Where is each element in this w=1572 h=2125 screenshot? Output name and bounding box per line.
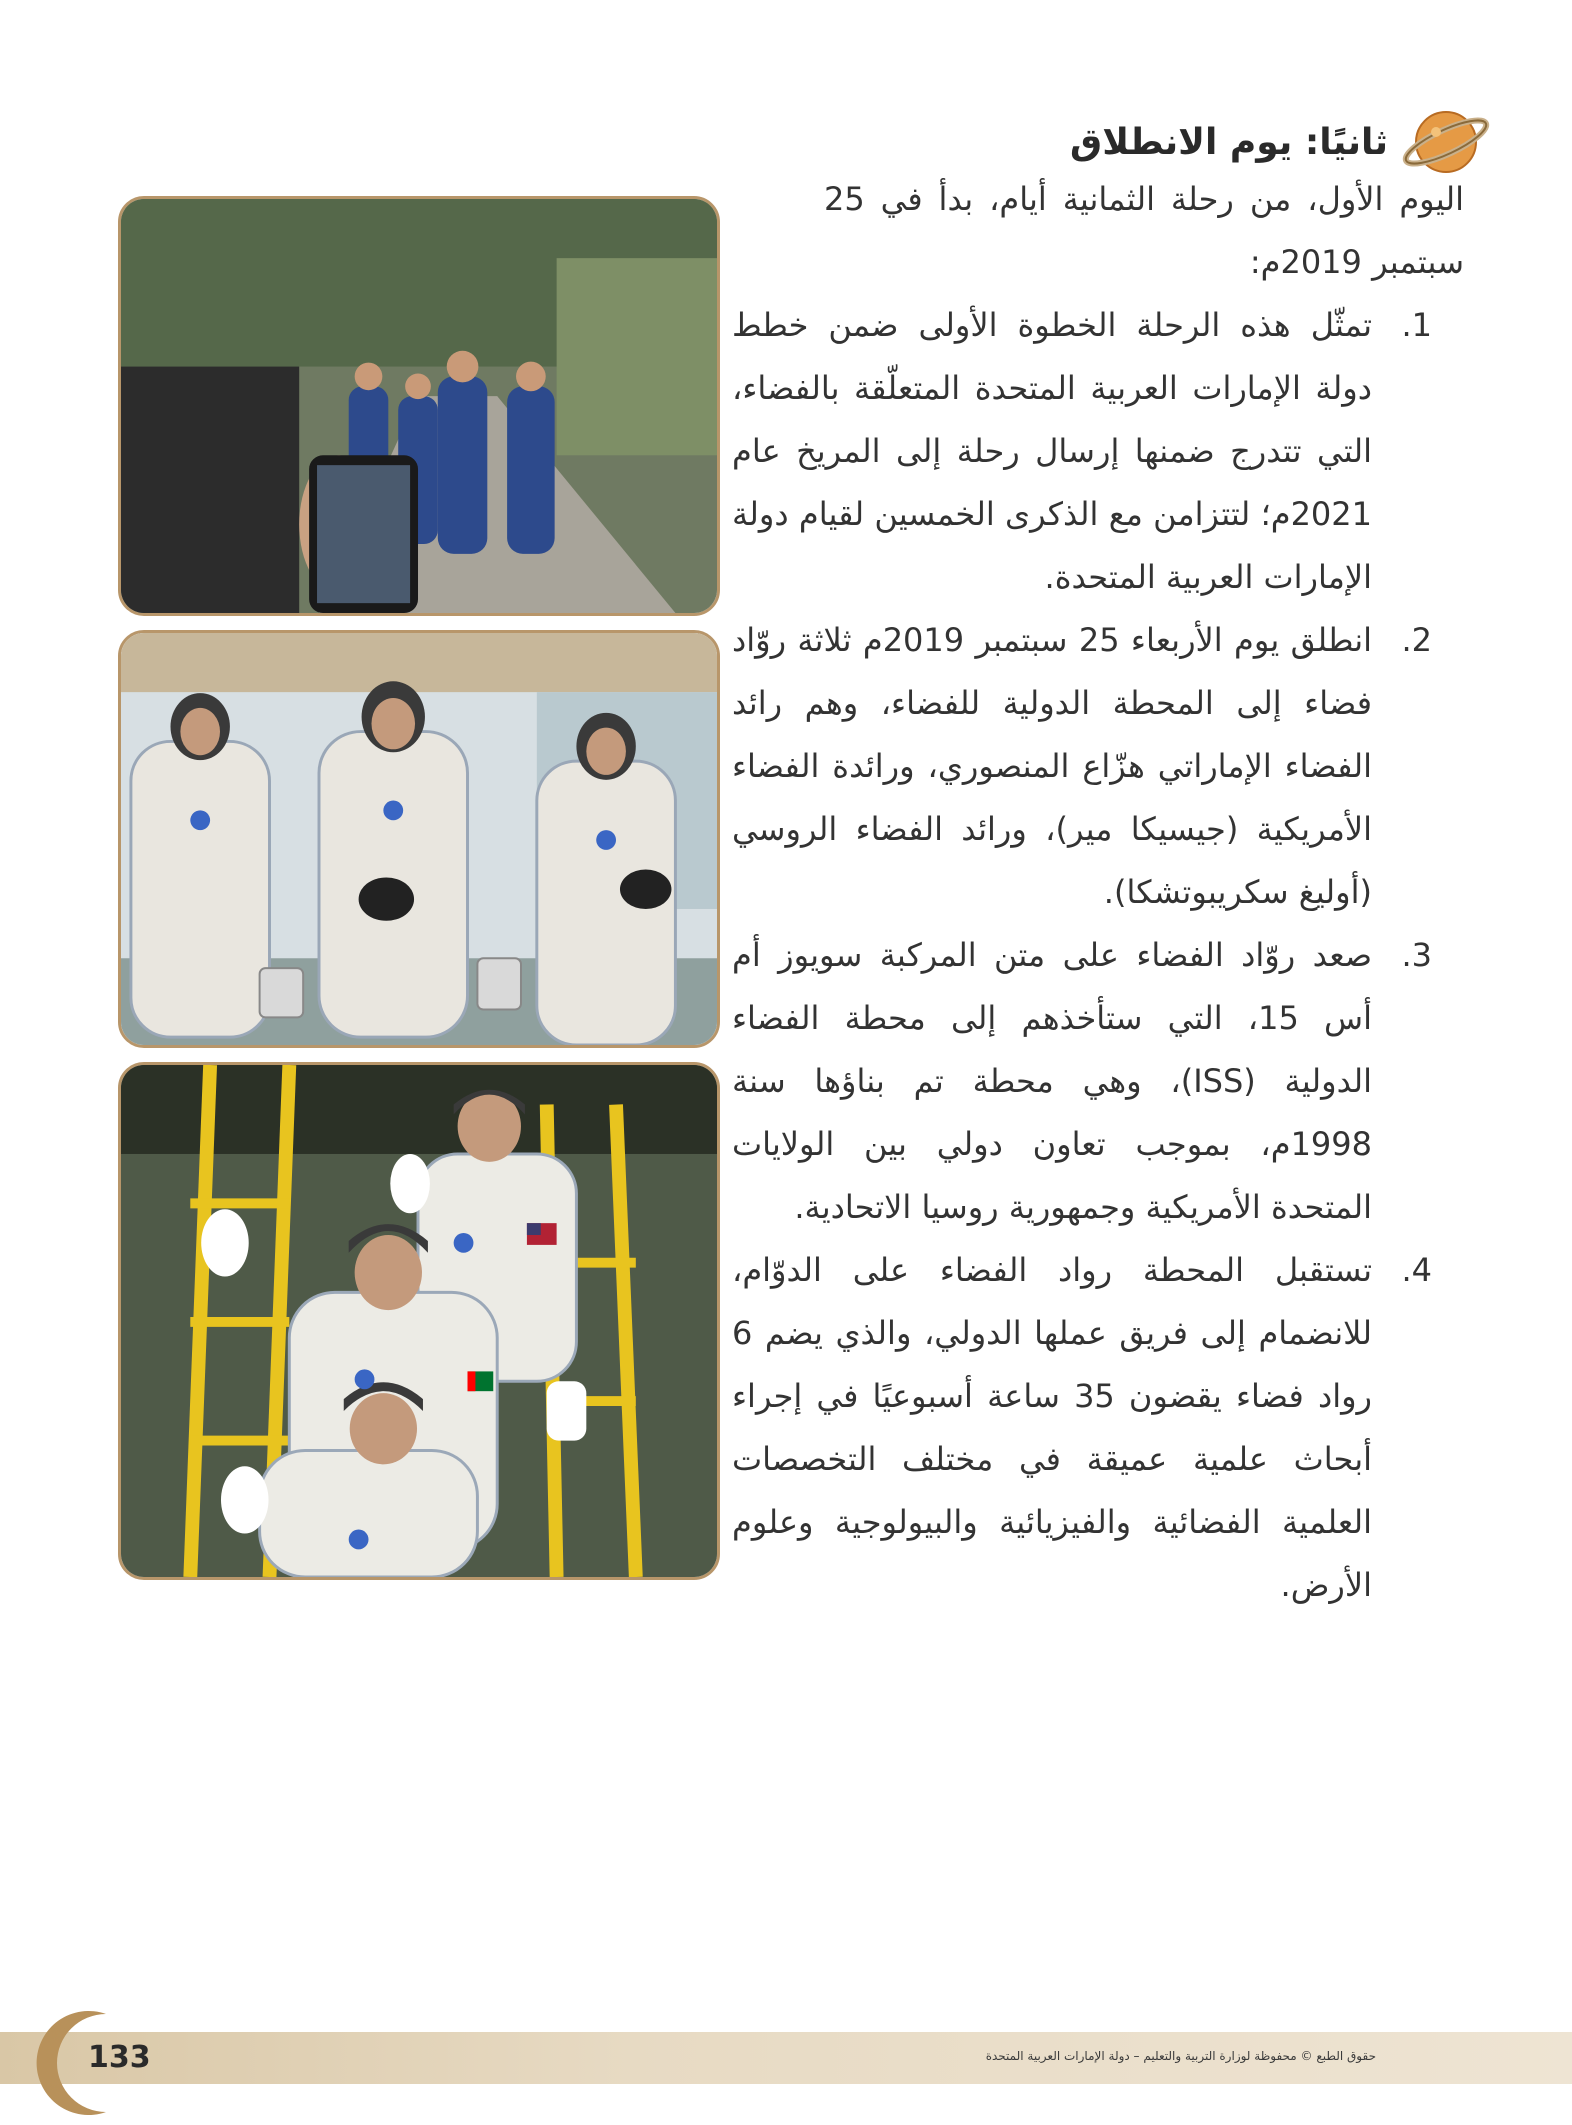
list-item-text: صعد روّاد الفضاء على متن المركبة سويوز أم أس 15، التي ستأخذهم إلى محطة الفضاء الدولية (ISS)، وهي محطة تم بناؤها سنة 1998م، بموجب تعاون دولي بين الولايات المتحدة الأمريكية وجمهورية روسيا الاتحادية.: [732, 936, 1373, 1226]
list-item: [732, 924, 1432, 1239]
list-item: [732, 609, 1432, 924]
photo-astronauts-waving: [118, 1062, 720, 1580]
copyright-notice: حقوق الطبع © محفوظة لوزارة التربية والتعليم – دولة الإمارات العربية المتحدة: [985, 2049, 1376, 2063]
section-title: ثانيًا: يوم الانطلاق: [1070, 121, 1388, 163]
list-item-text: تستقبل المحطة رواد الفضاء على الدوّام، للانضمام إلى فريق عملها الدولي، والذي يضم 6 رواد فضاء يقضون 35 ساعة أسبوعيًا في إجراء أبحاث علمية عميقة في مختلف التخصصات العلمية الفضائية والفيزيائية والبيولوجية وعلوم الأرض.: [732, 1251, 1373, 1604]
list-item-number: 4.: [1401, 1251, 1432, 1289]
list-item-number: 2.: [1401, 621, 1432, 659]
article-body: [732, 168, 1464, 1617]
photo-astronauts-suits: [118, 630, 720, 1048]
list-item-text: انطلق يوم الأربعاء 25 سبتمبر 2019م ثلاثة روّاد فضاء إلى المحطة الدولية للفضاء، وهم رائد الفضاء الإماراتي هزّاع المنصوري، ورائدة الفضاء الأمريكية (جيسيكا مير)، ورائد الفضاء الروسي (أوليغ سكريبوتشكا).: [732, 621, 1373, 911]
list-item-text: تمثّل هذه الرحلة الخطوة الأولى ضمن خطط دولة الإمارات العربية المتحدة المتعلّقة بالفضاء، التي تتدرج ضمنها إرسال رحلة إلى المريخ عام 2021م؛ لتتزامن مع الذكرى الخمسين لقيام دولة الإمارات العربية المتحدة.: [732, 306, 1372, 596]
points-list: [732, 294, 1432, 1617]
intro-paragraph: اليوم الأول، من رحلة الثمانية أيام، بدأ في 25 سبتمبر 2019م:: [824, 180, 1464, 281]
list-item: [732, 1239, 1432, 1617]
list-item-number: 1.: [1401, 306, 1432, 344]
list-item-number: 3.: [1401, 936, 1432, 974]
photo-crew-walkout: [118, 196, 720, 616]
page-number: 133: [88, 2040, 151, 2075]
list-item: [732, 294, 1432, 609]
